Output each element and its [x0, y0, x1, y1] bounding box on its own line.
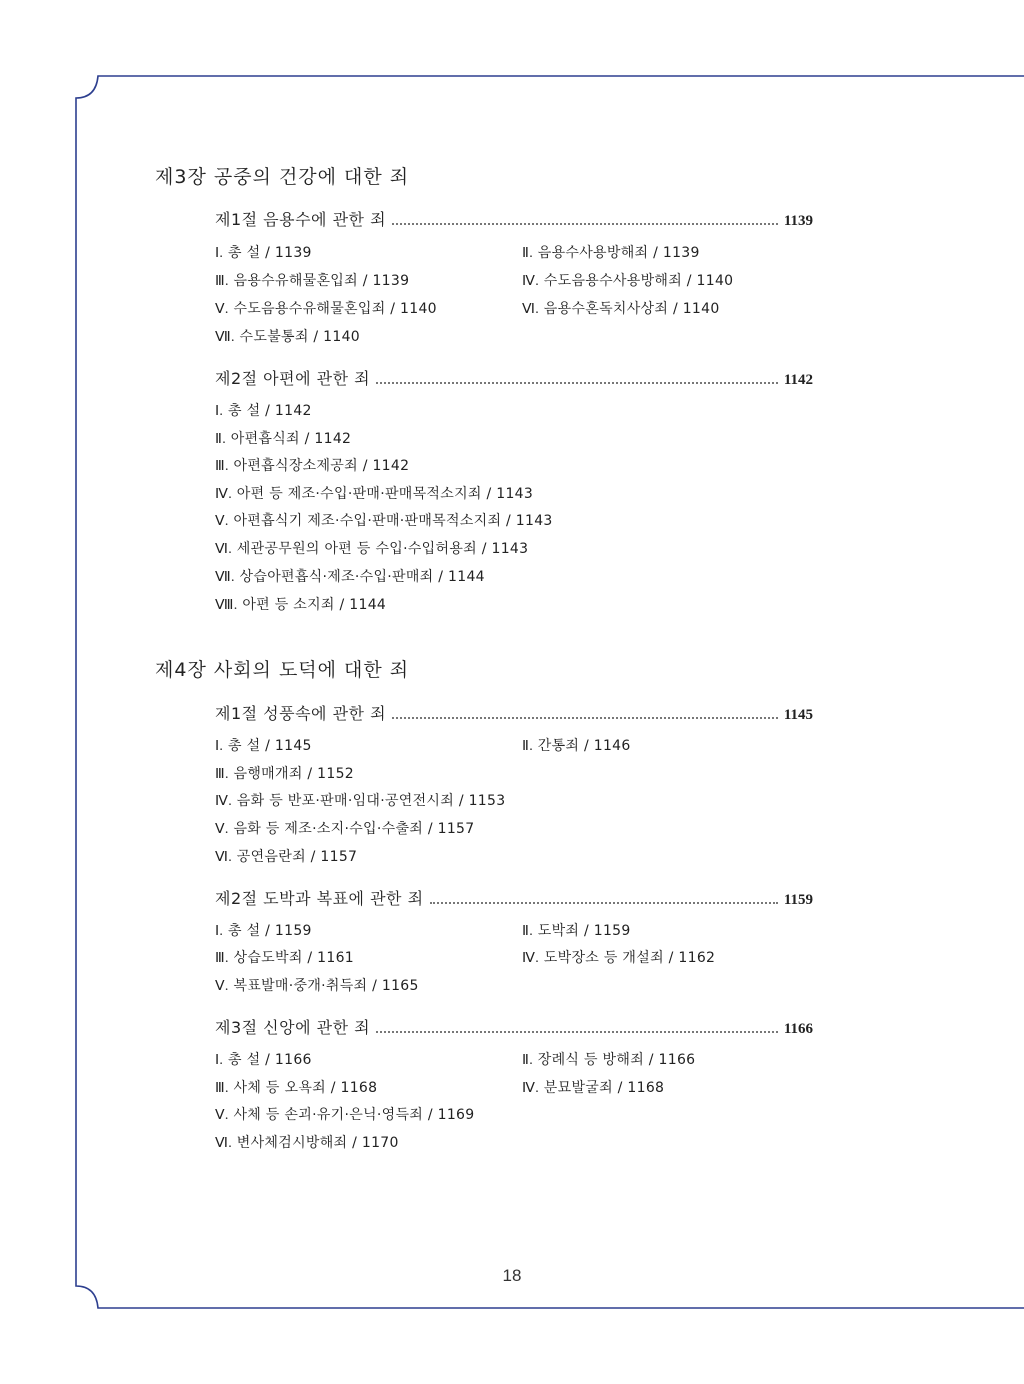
- item-number: Ⅲ.: [215, 274, 229, 289]
- toc-item[interactable]: [215, 818, 474, 838]
- item-text: 공연음란죄 / 1157: [236, 849, 358, 865]
- section-entry[interactable]: [215, 700, 813, 724]
- leader-dots: [392, 222, 778, 225]
- section-page: 1166: [783, 1021, 813, 1037]
- section-entry[interactable]: [215, 206, 813, 230]
- section-entry[interactable]: [215, 1014, 813, 1038]
- item-number: Ⅵ.: [215, 1136, 233, 1151]
- item-number: Ⅵ.: [215, 850, 233, 865]
- toc-item[interactable]: [215, 790, 505, 810]
- toc-item[interactable]: [215, 594, 386, 614]
- section-page: 1159: [783, 892, 813, 908]
- item-number: Ⅱ.: [522, 1053, 533, 1068]
- toc-item[interactable]: [215, 735, 312, 755]
- leader-dots: [376, 1030, 778, 1033]
- toc-item[interactable]: [215, 566, 485, 586]
- item-number: Ⅰ.: [215, 246, 224, 261]
- leader-dots: [392, 716, 778, 719]
- item-number: Ⅲ.: [215, 951, 229, 966]
- item-text: 음화 등 제조·소지·수입·수출죄 / 1157: [233, 821, 475, 837]
- item-number: Ⅱ.: [522, 739, 533, 754]
- toc-item[interactable]: [215, 428, 351, 448]
- item-text: 도박장소 등 개설죄 / 1162: [543, 950, 716, 966]
- toc-item[interactable]: [215, 483, 533, 503]
- section-page: 1139: [783, 213, 813, 229]
- toc-item[interactable]: [215, 1132, 399, 1152]
- item-number: Ⅱ.: [215, 432, 226, 447]
- toc-item[interactable]: [215, 763, 354, 783]
- item-number: Ⅴ.: [215, 514, 229, 529]
- item-number: Ⅳ.: [215, 794, 233, 809]
- item-number: Ⅲ.: [215, 767, 229, 782]
- item-text: 사체 등 손괴·유기·은닉·영득죄 / 1169: [233, 1107, 475, 1123]
- item-text: 변사체검시방해죄 / 1170: [236, 1135, 399, 1151]
- item-text: 수도음용수유해물혼입죄 / 1140: [233, 301, 437, 317]
- item-text: 수도불통죄 / 1140: [239, 329, 361, 345]
- item-text: 아편흡식기 제조·수입·판매·판매목적소지죄 / 1143: [233, 513, 553, 529]
- item-number: Ⅲ.: [215, 459, 229, 474]
- toc-item[interactable]: [522, 242, 700, 262]
- chapter-heading: 제3장 공중의 건강에 대한 죄: [155, 166, 410, 188]
- item-text: 사체 등 오욕죄 / 1168: [233, 1080, 378, 1096]
- toc-item[interactable]: [522, 1049, 695, 1069]
- toc-item[interactable]: [215, 975, 419, 995]
- item-text: 간통죄 / 1146: [537, 738, 631, 754]
- toc-item[interactable]: [215, 455, 409, 475]
- item-text: 총 설 / 1145: [228, 738, 312, 754]
- item-text: 복표발매·중개·취득죄 / 1165: [233, 978, 419, 994]
- toc-item[interactable]: [215, 1104, 474, 1124]
- item-number: Ⅰ.: [215, 404, 224, 419]
- toc-item[interactable]: [522, 735, 631, 755]
- toc-item[interactable]: [215, 1077, 377, 1097]
- item-text: 세관공무원의 아편 등 수입·수입허용죄 / 1143: [236, 541, 529, 557]
- item-number: Ⅴ.: [215, 822, 229, 837]
- item-text: 도박죄 / 1159: [537, 923, 631, 939]
- toc-item[interactable]: [522, 920, 631, 940]
- item-text: 아편 등 제조·수입·판매·판매목적소지죄 / 1143: [236, 486, 534, 502]
- item-number: Ⅳ.: [215, 487, 233, 502]
- item-text: 총 설 / 1159: [228, 923, 312, 939]
- toc-item[interactable]: [522, 947, 715, 967]
- toc-item[interactable]: [215, 1049, 312, 1069]
- toc-item[interactable]: [215, 947, 354, 967]
- item-text: 총 설 / 1166: [228, 1052, 312, 1068]
- item-number: Ⅶ.: [215, 570, 235, 585]
- item-number: Ⅵ.: [215, 542, 233, 557]
- section-title: 제2절 도박과 복표에 관한 죄: [215, 889, 424, 908]
- section-entry[interactable]: [215, 365, 813, 389]
- toc-item[interactable]: [522, 298, 720, 318]
- chapter-heading: 제4장 사회의 도덕에 대한 죄: [155, 659, 410, 681]
- item-number: Ⅶ.: [215, 330, 235, 345]
- section-title: 제1절 음용수에 관한 죄: [215, 210, 387, 229]
- item-text: 아편흡식죄 / 1142: [230, 431, 352, 447]
- item-text: 분묘발굴죄 / 1168: [543, 1080, 665, 1096]
- item-number: Ⅰ.: [215, 739, 224, 754]
- toc-item[interactable]: [215, 400, 312, 420]
- item-text: 음행매개죄 / 1152: [233, 766, 354, 782]
- toc-item[interactable]: [215, 846, 357, 866]
- toc-item[interactable]: [215, 920, 312, 940]
- item-text: 상습아편흡식·제조·수입·판매죄 / 1144: [239, 569, 485, 585]
- item-text: 수도음용수사용방해죄 / 1140: [543, 273, 734, 289]
- item-number: Ⅱ.: [522, 246, 533, 261]
- toc-item[interactable]: [522, 270, 733, 290]
- toc-item[interactable]: [215, 538, 528, 558]
- item-text: 총 설 / 1139: [228, 245, 312, 261]
- item-text: 아편흡식장소제공죄 / 1142: [233, 458, 410, 474]
- section-page: 1142: [783, 372, 813, 388]
- section-page: 1145: [783, 707, 813, 723]
- item-number: Ⅴ.: [215, 979, 229, 994]
- page-number: 18: [502, 1266, 522, 1285]
- item-number: Ⅳ.: [522, 1081, 540, 1096]
- toc-item[interactable]: [215, 326, 360, 346]
- item-text: 상습도박죄 / 1161: [233, 950, 354, 966]
- toc-item[interactable]: [215, 242, 312, 262]
- toc-item[interactable]: [215, 298, 437, 318]
- leader-dots: [376, 381, 778, 384]
- section-entry[interactable]: [215, 885, 813, 909]
- item-text: 음용수유해물혼입죄 / 1139: [233, 273, 410, 289]
- item-number: Ⅴ.: [215, 302, 229, 317]
- item-number: Ⅴ.: [215, 1108, 229, 1123]
- section-title: 제1절 성풍속에 관한 죄: [215, 704, 387, 723]
- toc-item[interactable]: [522, 1077, 664, 1097]
- toc-item[interactable]: [215, 510, 553, 530]
- item-number: Ⅰ.: [215, 1053, 224, 1068]
- section-title: 제3절 신앙에 관한 죄: [215, 1018, 371, 1037]
- item-number: Ⅳ.: [522, 274, 540, 289]
- item-text: 총 설 / 1142: [228, 403, 312, 419]
- leader-dots: [430, 901, 778, 904]
- item-number: Ⅷ.: [215, 598, 238, 613]
- item-text: 음용수혼독치사상죄 / 1140: [543, 301, 720, 317]
- item-number: Ⅵ.: [522, 302, 540, 317]
- section-title: 제2절 아편에 관한 죄: [215, 369, 371, 388]
- item-text: 장례식 등 방해죄 / 1166: [537, 1052, 696, 1068]
- item-number: Ⅳ.: [522, 951, 540, 966]
- item-text: 음용수사용방해죄 / 1139: [537, 245, 700, 261]
- item-number: Ⅲ.: [215, 1081, 229, 1096]
- item-text: 음화 등 반포·판매·임대·공연전시죄 / 1153: [236, 793, 506, 809]
- item-number: Ⅰ.: [215, 924, 224, 939]
- item-number: Ⅱ.: [522, 924, 533, 939]
- toc-item[interactable]: [215, 270, 409, 290]
- item-text: 아편 등 소지죄 / 1144: [242, 597, 387, 613]
